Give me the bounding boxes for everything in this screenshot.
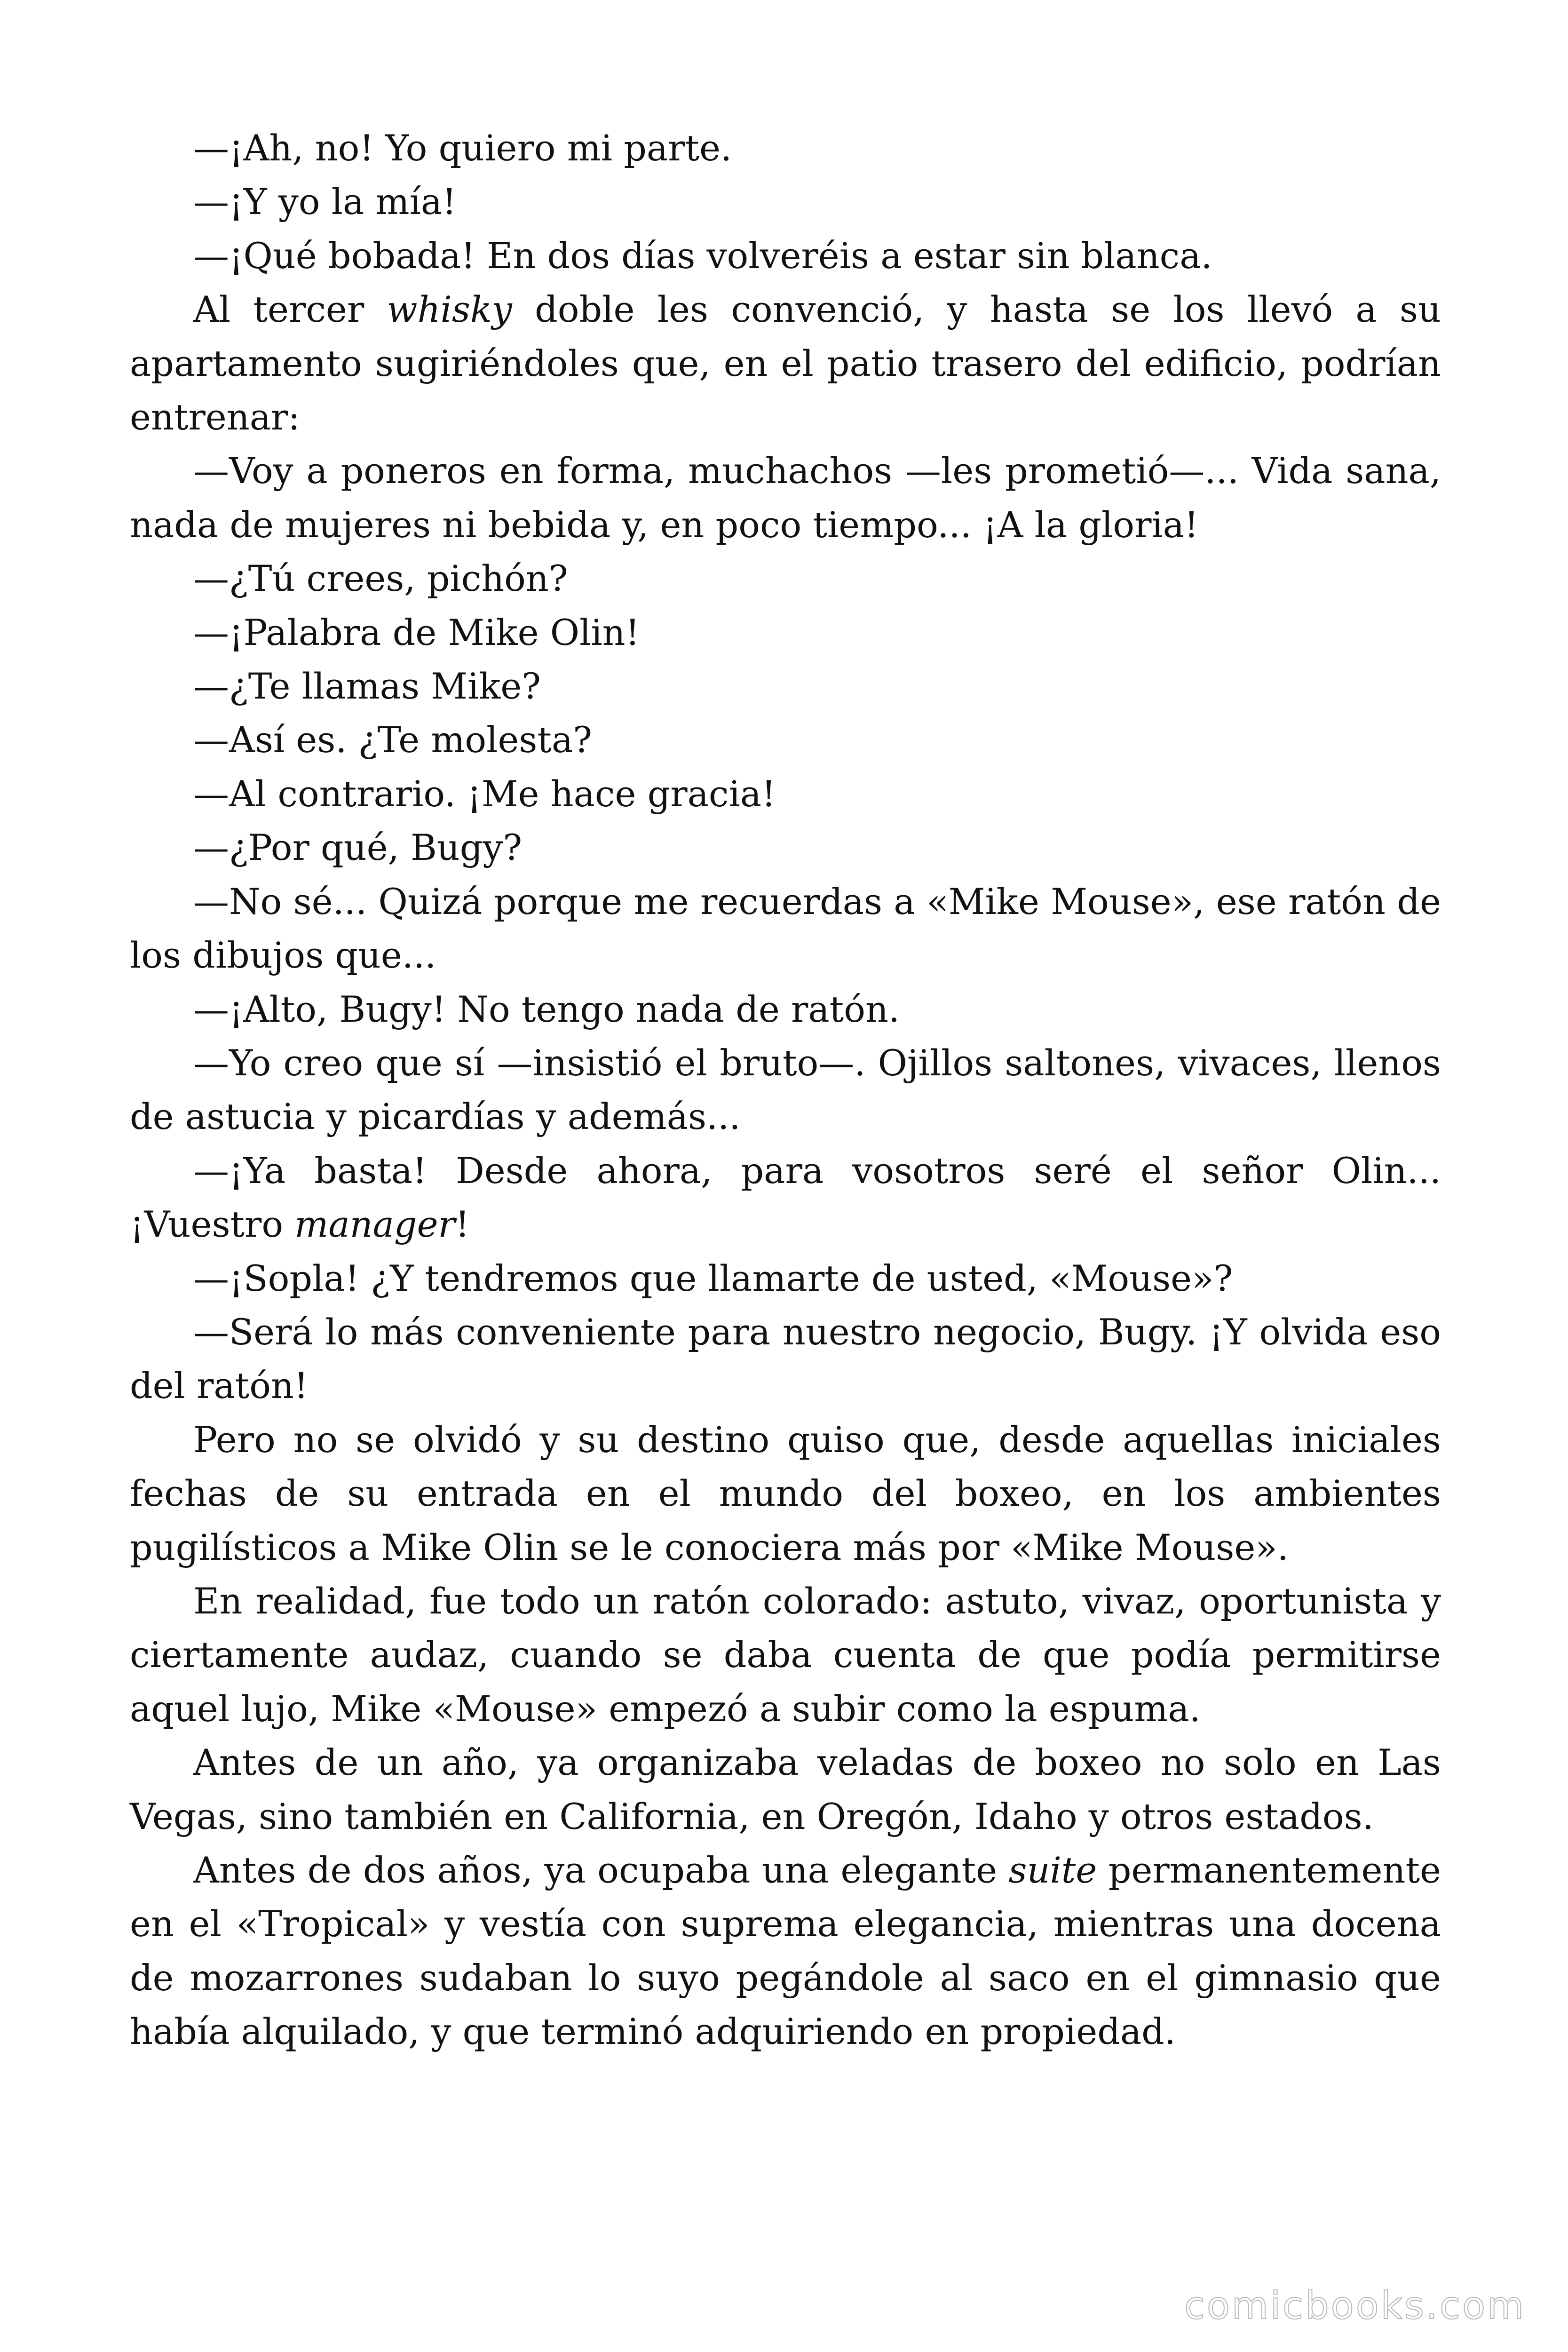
paragraph: [130, 444, 1441, 552]
paragraph: [130, 229, 1441, 283]
paragraph: [130, 1736, 1441, 1843]
text-segment: En realidad, fue todo un ratón colorado: astuto, vivaz, oportunista y ciertamente audaz, cuando se daba cuenta de que podía permitirse aquel lujo, Mike «Mouse» empezó a subir como la espuma.: [130, 1580, 1441, 1730]
paragraph: [130, 821, 1441, 874]
text-segment: —¡Alto, Bugy! No tengo nada de ratón.: [193, 988, 900, 1030]
text-segment: Al tercer: [193, 288, 387, 331]
text-segment: —Al contrario. ¡Me hace gracia!: [193, 772, 776, 815]
paragraph: [130, 175, 1441, 229]
text-segment: —¡Palabra de Mike Olin!: [193, 611, 640, 653]
paragraph: [130, 660, 1441, 713]
paragraph: [130, 767, 1441, 821]
paragraph: [130, 875, 1441, 983]
paragraph: [130, 1036, 1441, 1144]
text-segment: —¡Sopla! ¿Y tendremos que llamarte de usted, «Mouse»?: [193, 1257, 1233, 1299]
text-segment: doble les convenció, y hasta se los llevó a su apartamento sugiriéndoles que, en el patio trasero del edificio, podrían entrenar:: [130, 288, 1441, 438]
paragraph: [130, 121, 1441, 175]
italic-text: suite: [1008, 1849, 1097, 1891]
paragraph: [130, 283, 1441, 444]
text-segment: —¡Ah, no! Yo quiero mi parte.: [193, 127, 732, 169]
text-segment: —¡Qué bobada! En dos días volveréis a estar sin blanca.: [193, 234, 1212, 277]
paragraph: [130, 1413, 1441, 1574]
text-segment: —¡Y yo la mía!: [193, 181, 457, 223]
paragraph: [130, 606, 1441, 660]
paragraph: [130, 1574, 1441, 1736]
text-segment: Antes de un año, ya organizaba veladas de boxeo no solo en Las Vegas, sino también en California, en Oregón, Idaho y otros estados.: [130, 1741, 1441, 1837]
italic-text: whisky: [387, 288, 512, 331]
text-segment: —¿Tú crees, pichón?: [193, 557, 568, 600]
text-segment: —No sé... Quizá porque me recuerdas a «Mike Mouse», ese ratón de los dibujos que...: [130, 880, 1441, 977]
text-segment: Pero no se olvidó y su destino quiso que, desde aquellas iniciales fechas de su entrada en el mundo del boxeo, en los ambientes pugilísticos a Mike Olin se le conociera más por «Mike Mouse».: [130, 1418, 1441, 1568]
text-segment: —¿Por qué, Bugy?: [193, 826, 523, 869]
paragraph: [130, 1144, 1441, 1252]
book-page-text: [130, 121, 1441, 2059]
paragraph: [130, 552, 1441, 605]
text-segment: —Voy a poneros en forma, muchachos —les prometió—... Vida sana, nada de mujeres ni bebida y, en poco tiempo... ¡A la gloria!: [130, 450, 1441, 546]
text-segment: —Así es. ¿Te molesta?: [193, 719, 593, 761]
paragraph: [130, 713, 1441, 767]
text-segment: —Yo creo que sí —insistió el bruto—. Ojillos saltones, vivaces, llenos de astucia y picardías y además...: [130, 1041, 1441, 1138]
paragraph: [130, 1252, 1441, 1305]
text-segment: permanentemente en el «Tropical» y vestía con suprema elegancia, mientras una docena de mozarrones sudaban lo suyo pegándole al saco en el gimnasio que había alquilado, y que terminó adquiriendo en propiedad.: [130, 1849, 1441, 2053]
paragraph: [130, 983, 1441, 1036]
text-segment: Antes de dos años, ya ocupaba una elegante: [193, 1849, 1009, 1891]
italic-text: manager: [294, 1203, 455, 1246]
paragraph: [130, 1843, 1441, 2059]
text-segment: —¡Ya basta! Desde ahora, para vosotros seré el señor Olin... ¡Vuestro: [130, 1149, 1441, 1246]
watermark: comicbooks.com: [1184, 2284, 1526, 2328]
text-segment: —Será lo más conveniente para nuestro negocio, Bugy. ¡Y olvida eso del ratón!: [130, 1311, 1441, 1407]
text-segment: !: [455, 1203, 470, 1246]
text-segment: —¿Te llamas Mike?: [193, 665, 541, 707]
paragraph: [130, 1305, 1441, 1413]
